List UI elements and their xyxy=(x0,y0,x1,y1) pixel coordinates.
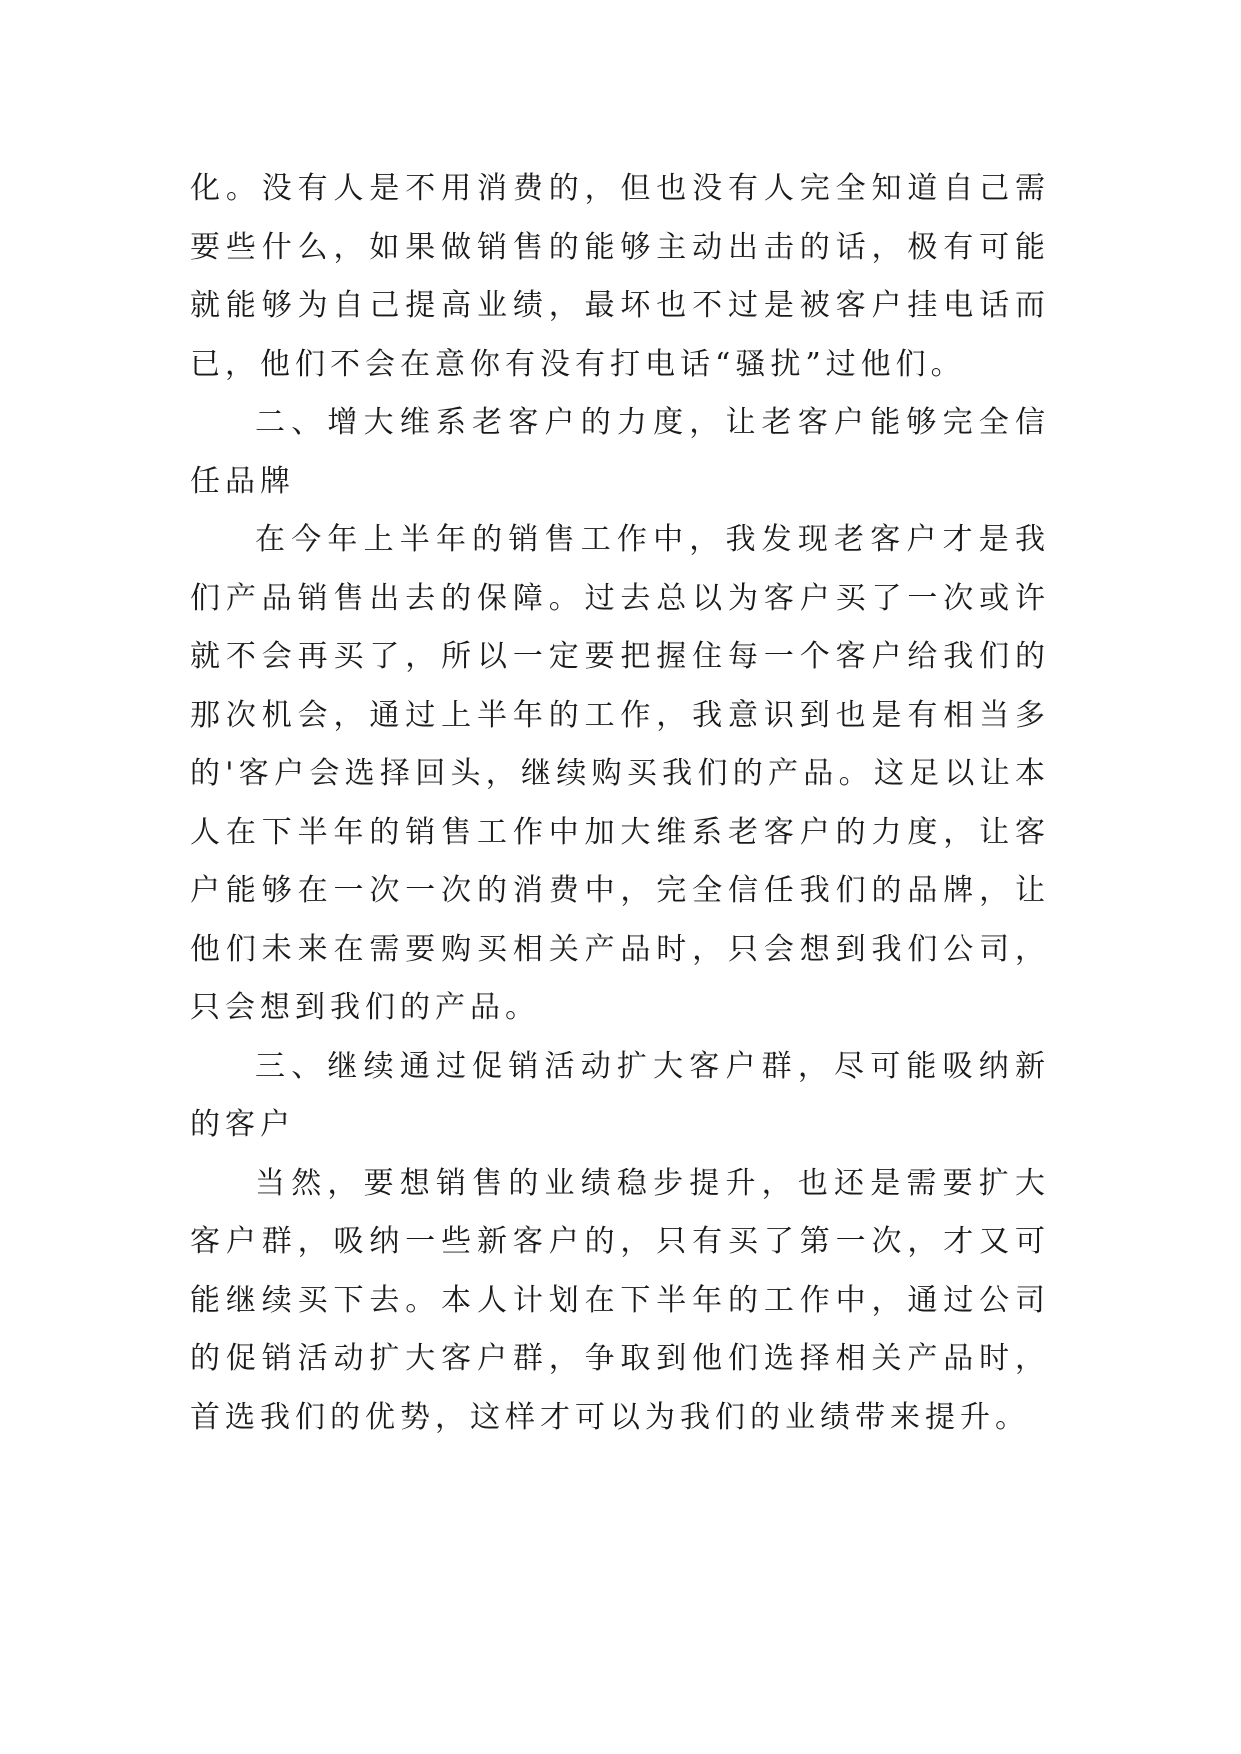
paragraph-continuation: 化。没有人是不用消费的，但也没有人完全知道自己需要些什么，如果做销售的能够主动出击的话，极有可能就能够为自己提高业绩，最坏也不过是被客户挂电话而已，他们不会在意你有没有打电话“骚扰”过他们。 xyxy=(190,171,1050,382)
paragraph-new-customers: 当然，要想销售的业绩稳步提升，也还是需要扩大客户群，吸纳一些新客户的，只有买了第一次，才又可能继续买下去。本人计划在下半年的工作中，通过公司的促销活动扩大客户群，争取到他们选择相关产品时，首选我们的优势，这样才可以为我们的业绩带来提升。 xyxy=(190,1165,1050,1435)
section-heading-2: 二、增大维系老客户的力度，让老客户能够完全信任品牌 xyxy=(190,405,1050,499)
paragraph-old-customers: 在今年上半年的销售工作中，我发现老客户才是我们产品销售出去的保障。过去总以为客户买了一次或许就不会再买了，所以一定要把握住每一个客户给我们的那次机会，通过上半年的工作，我意识到也是有相当多的'客户会选择回头，继续购买我们的产品。这足以让本人在下半年的销售工作中加大维系老客户的力度，让客户能够在一次一次的消费中，完全信任我们的品牌，让他们未来在需要购买相关产品时，只会想到我们公司，只会想到我们的产品。 xyxy=(190,522,1050,1025)
section-heading-3: 三、继续通过促销活动扩大客户群，尽可能吸纳新的客户 xyxy=(190,1048,1050,1142)
document-body xyxy=(190,160,1050,1447)
